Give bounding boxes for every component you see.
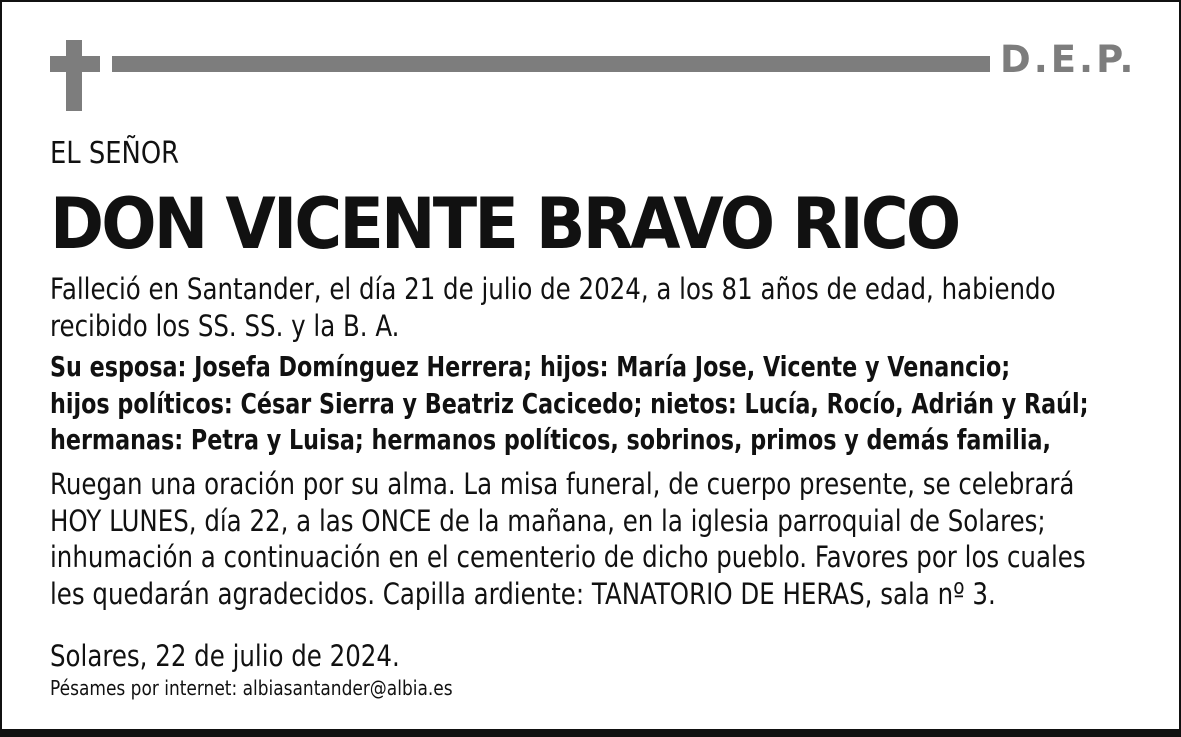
place-date: Solares, 22 de julio de 2024. [50,639,400,673]
family-line: hermanas: Petra y Luisa; hermanos políticos, sobrinos, primos y demás familia, [50,423,1052,456]
death-notice-line: recibido los SS. SS. y la B. A. [50,308,400,343]
family-line: hijos políticos: César Sierra y Beatriz Cacicedo; nietos: Lucía, Rocío, Adrián y Raúl; [50,386,1089,420]
cross-horizontal-bar [50,56,100,72]
death-notice-line: Falleció en Santander, el día 21 de julio de 2024, a los 81 años de edad, habiendo [50,272,1056,306]
header-rule [112,56,990,72]
death-notice-paragraph [50,271,1056,344]
honorific-title: EL SEÑOR [50,136,180,171]
condolences-contact: Pésames por internet: albiasantander@albia.es [50,676,453,700]
service-paragraph [50,466,1086,612]
service-line: inhumación a continuación en el cementerio de dicho pueblo. Favores por los cuales [50,540,1086,574]
deceased-name: DON VICENTE BRAVO RICO [50,183,959,265]
family-paragraph [50,349,1089,459]
service-line: HOY LUNES, día 22, a las ONCE de la mañana, en la iglesia parroquial de Solares; [50,503,1046,538]
family-line: Su esposa: Josefa Domínguez Herrera; hijos: María Jose, Vicente y Venancio; [50,350,1011,383]
dep-mark: D.E.P. [1000,38,1137,81]
cross-vertical-bar [66,40,82,111]
service-line: Ruegan una oración por su alma. La misa funeral, de cuerpo presente, se celebrará [50,467,1075,501]
service-line: les quedarán agradecidos. Capilla ardiente: TANATORIO DE HERAS, sala nº 3. [50,576,996,611]
